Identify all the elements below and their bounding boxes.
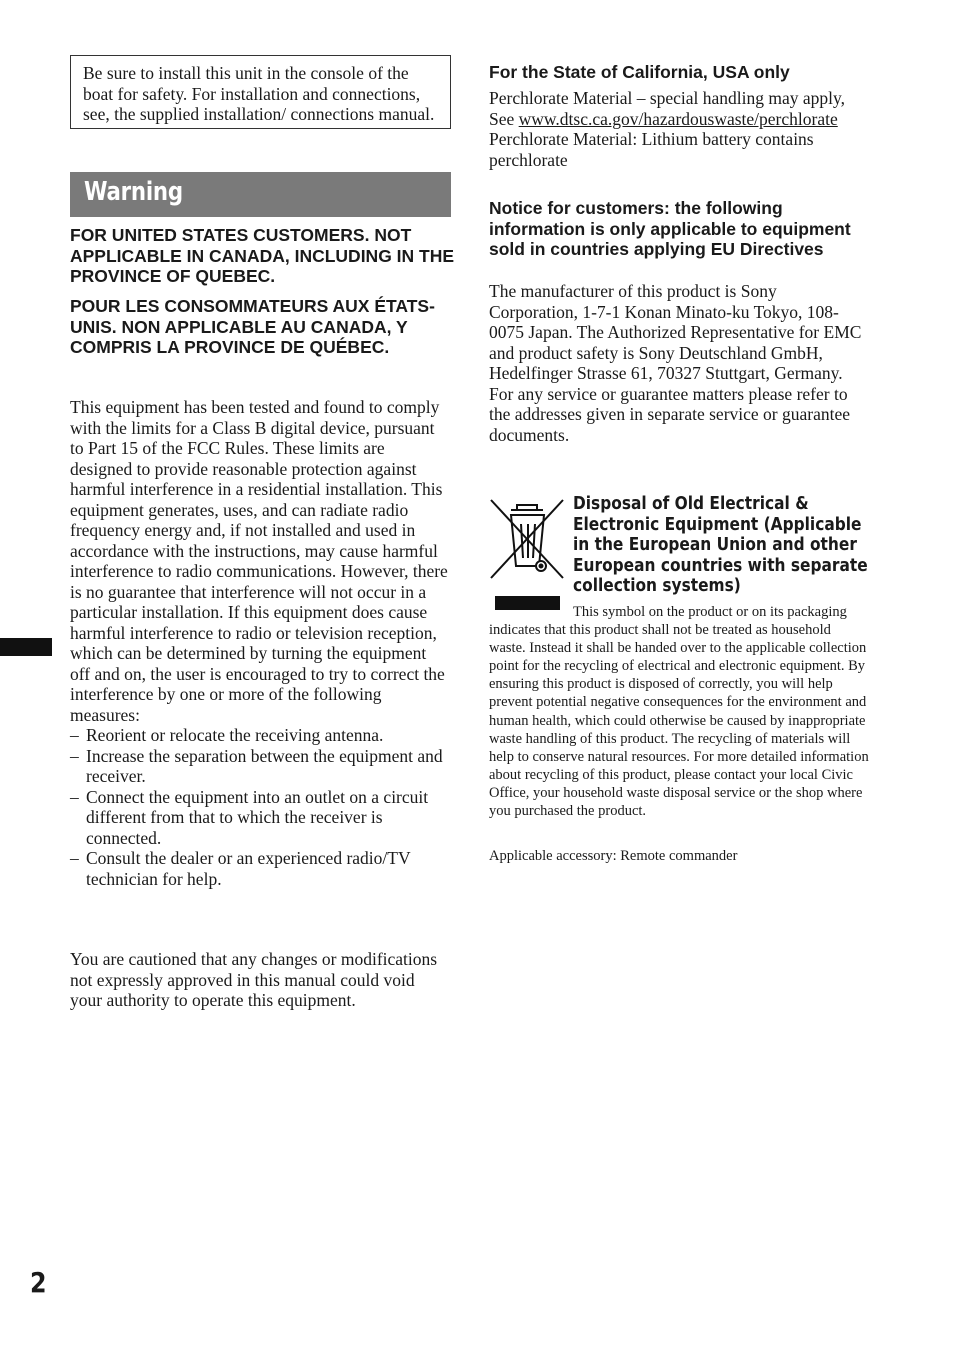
list-item: – Connect the equipment into an outlet on a circuit different from that to which the receiver is connected. bbox=[70, 787, 448, 849]
install-notice-box bbox=[70, 55, 451, 129]
page-number: 2 bbox=[30, 1266, 47, 1299]
crossed-out-wheelie-bin-icon bbox=[489, 498, 565, 580]
fcc-statement bbox=[70, 397, 448, 889]
warning-title: Warning bbox=[84, 177, 183, 207]
perchlorate-line: Perchlorate Material – special handling may apply, bbox=[489, 88, 846, 108]
california-heading: For the State of California, USA only bbox=[489, 62, 790, 82]
us-customers-heading-fr: POUR LES CONSOMMATEURS AUX ÉTATS-UNIS. NON APPLICABLE AU CANADA, Y COMPRIS LA PROVINCE DE QUÉBEC. bbox=[70, 296, 435, 357]
disposal-paragraph bbox=[489, 603, 869, 820]
california-text bbox=[489, 88, 869, 170]
modification-caution: You are cautioned that any changes or modifications not expressly approved in this manual could void your authority to operate this equipment. bbox=[70, 949, 438, 1010]
list-item: – Consult the dealer or an experienced radio/TV technician for help. bbox=[70, 848, 448, 889]
us-customers-heading: FOR UNITED STATES CUSTOMERS. NOT APPLICABLE IN CANADA, INCLUDING IN THE PROVINCE OF QUEBEC. bbox=[70, 225, 455, 286]
perchlorate-see-line bbox=[489, 109, 869, 130]
list-item: – Increase the separation between the equipment and receiver. bbox=[70, 746, 448, 787]
measures-list bbox=[70, 725, 448, 889]
disposal-text: This symbol on the product or on its packaging indicates that this product shall not be treated as household waste. Instead it shall be handed over to the applicable collection point for the recycling of electrical and electronic equipment. By ensuring this product is disposed of correctly, you will help prevent potential negative consequences for the environment and human health, which could otherwise be caused by inappropriate waste handling of this product. The recycling of materials will help to conserve natural resources. For more detailed information about recycling of this product, please contact your local Civic Office, your household waste disposal service or the shop where you purchased the product. bbox=[489, 604, 869, 820]
install-notice-text: Be sure to install this unit in the console of the boat for safety. For installation and connections, see, the supplied installation/ connections manual. bbox=[83, 63, 435, 124]
eu-notice-heading: Notice for customers: the following information is only applicable to equipment sold in countries applying EU Directives bbox=[489, 198, 851, 259]
disposal-heading: Disposal of Old Electrical & Electronic Equipment (Applicable in the European Union and other European countries with separate collection systems) bbox=[573, 494, 868, 596]
list-item: – Reorient or relocate the receiving antenna. bbox=[70, 725, 448, 746]
perchlorate-battery-line: Perchlorate Material: Lithium battery contains perchlorate bbox=[489, 129, 814, 170]
warning-title-bar bbox=[70, 172, 451, 217]
see-label: See bbox=[489, 108, 519, 129]
eu-notice-text: The manufacturer of this product is Sony Corporation, 1-7-1 Konan Minato-ku Tokyo, 108-0075 Japan. The Authorized Representative for EMC and product safety is Sony Deutschland GmbH, Hedelfinger Strasse 61, 70327 Stuttgart, Germany. For any service or guarantee matters please refer to the addresses given in separate service or guarantee documents. bbox=[489, 281, 862, 445]
applicable-accessory: Applicable accessory: Remote commander bbox=[489, 848, 738, 864]
fcc-paragraph: This equipment has been tested and found to comply with the limits for a Class B digital device, pursuant to Part 15 of the FCC Rules. These limits are designed to provide reasonable protection against harmful interference in a residential installation. This equipment generates, uses, and can radiate radio frequency energy and, if not installed and used in accordance with the instructions, may cause harmful interference to radio communications. However, there is no guarantee that interference will not occur in a particular installation. If this equipment does cause harmful interference to radio or television reception, which can be determined by turning the equipment off and on, the user is encouraged to try to correct the interference by one or more of the following measures: bbox=[70, 397, 448, 725]
dtsc-link[interactable]: www.dtsc.ca.gov/hazardouswaste/perchlorate bbox=[518, 108, 838, 129]
section-tab-marker bbox=[0, 638, 52, 656]
